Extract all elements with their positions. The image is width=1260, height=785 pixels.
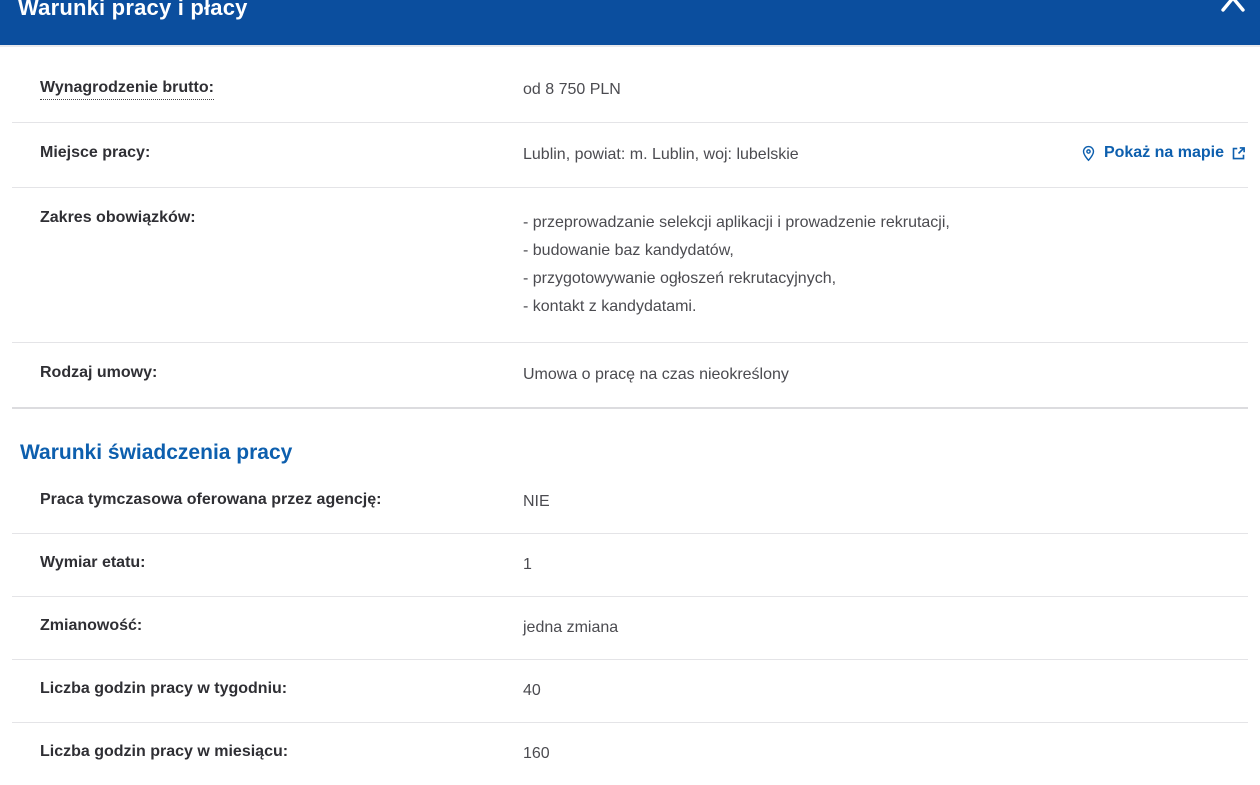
- row-label: Liczba godzin pracy w miesiącu:: [40, 743, 289, 760]
- subsection-title-warunki-swiadczenia: Warunki świadczenia pracy: [20, 441, 293, 464]
- row-label: Zmianowość:: [40, 617, 143, 634]
- row-label: Praca tymczasowa oferowana przez agencję:: [40, 491, 382, 508]
- row-value: 160: [523, 745, 550, 762]
- row-value: [523, 209, 950, 321]
- row-value: NIE: [523, 493, 550, 510]
- row-label: Wymiar etatu:: [40, 554, 146, 571]
- work-provision-table: [12, 471, 1248, 785]
- duty-line: - przygotowywanie ogłoszeń rekrutacyjnych,: [523, 270, 837, 287]
- section-title: Warunki pracy i płacy: [18, 0, 248, 20]
- row-value: jedna zmiana: [523, 619, 619, 636]
- table-row-wynagrodzenie: [12, 47, 1248, 123]
- section-header-warunki-pracy: [0, 0, 1260, 47]
- table-row-zakres-obowiazkow: [12, 188, 1248, 343]
- row-label: Liczba godzin pracy w tygodniu:: [40, 680, 288, 697]
- table-row-praca-tymczasowa: [12, 471, 1248, 534]
- table-row-godziny-tydzien: [12, 660, 1248, 723]
- row-label: Rodzaj umowy:: [40, 364, 158, 381]
- table-row-zmianowosc: [12, 597, 1248, 660]
- row-value: od 8 750 PLN: [523, 81, 621, 98]
- location-pin-icon: [1080, 145, 1097, 162]
- show-on-map-label: Pokaż na mapie: [1103, 144, 1224, 161]
- table-row-wymiar-etatu: [12, 534, 1248, 597]
- external-link-icon: [1231, 146, 1246, 161]
- row-value: Umowa o pracę na czas nieokreślony: [523, 366, 789, 383]
- row-value: Lublin, powiat: m. Lublin, woj: lubelskie: [523, 146, 799, 163]
- row-value: 40: [523, 682, 541, 699]
- table-row-rodzaj-umowy: [12, 343, 1248, 409]
- show-on-map-link[interactable]: [1080, 144, 1248, 162]
- table-row-miejsce-pracy: [12, 123, 1248, 188]
- duty-line: - kontakt z kandydatami.: [523, 298, 697, 315]
- row-label: Zakres obowiązków:: [40, 209, 196, 226]
- table-row-godziny-miesiac: [12, 723, 1248, 785]
- chevron-up-icon: [1218, 4, 1248, 19]
- row-value: 1: [523, 556, 532, 573]
- duty-line: - przeprowadzanie selekcji aplikacji i prowadzenie rekrutacji,: [523, 214, 950, 231]
- pay-conditions-table: [12, 47, 1248, 409]
- collapse-section-button[interactable]: [1218, 0, 1248, 16]
- duty-line: - budowanie baz kandydatów,: [523, 242, 734, 259]
- tooltip-term[interactable]: Wynagrodzenie brutto:: [40, 79, 214, 100]
- row-label: Miejsce pracy:: [40, 144, 151, 161]
- row-label: [40, 79, 523, 97]
